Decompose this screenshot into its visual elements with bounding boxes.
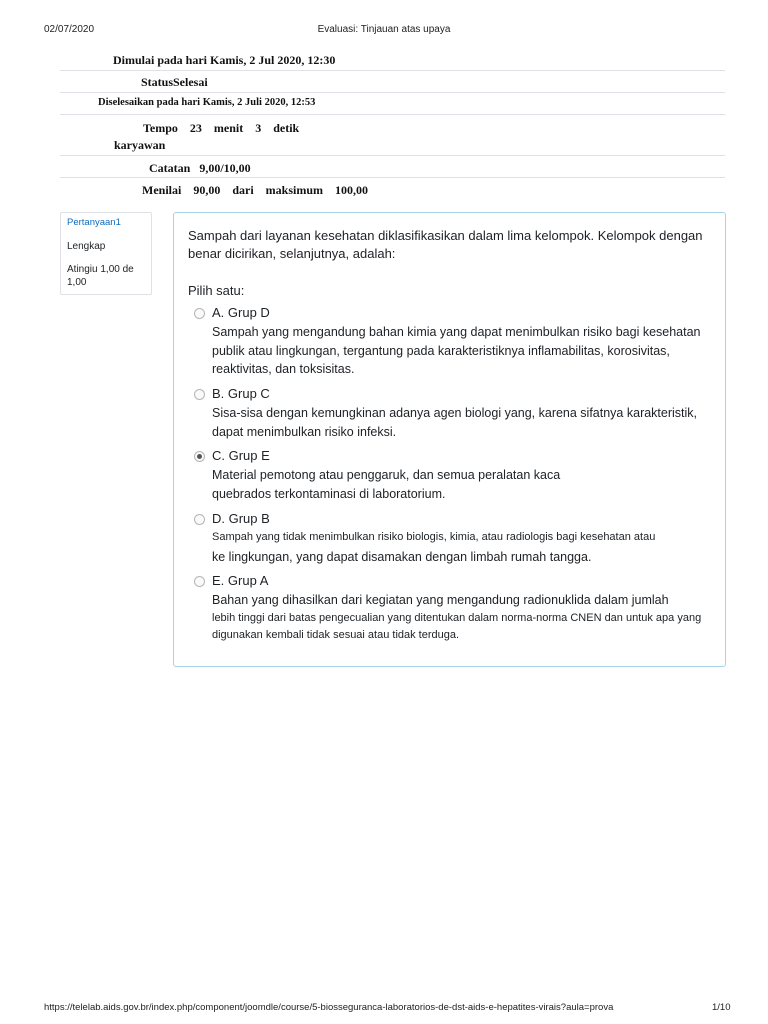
answer-prompt: Pilih satu: <box>188 283 245 298</box>
option-b-radio[interactable] <box>194 389 205 400</box>
print-date: 02/07/2020 <box>44 24 95 35</box>
summary-row-status <box>60 71 725 93</box>
option-e-description <box>212 591 717 644</box>
time-taken-text-2: karyawan <box>114 138 166 152</box>
summary-row-completed <box>60 93 725 115</box>
question-number-link[interactable]: Pertanyaan1 <box>67 217 121 228</box>
grade-text: Menilai 90,00 dari maksimum 100,00 <box>142 183 369 197</box>
option-b-label: B. Grup C <box>212 386 270 401</box>
summary-row-marks <box>60 156 725 178</box>
question-text: Sampah dari layanan kesehatan diklasifikasikan dalam lima kelompok. Kelompok dengan benar dicirikan, selanjutnya, adalah: <box>188 228 703 261</box>
option-d-radio[interactable] <box>194 514 205 525</box>
summary-row-time-taken <box>60 115 725 156</box>
option-d-label: D. Grup B <box>212 511 270 526</box>
question-info-box <box>60 212 152 295</box>
summary-row-started <box>60 49 725 71</box>
question-state: Lengkap <box>67 241 106 252</box>
option-c-radio-selected[interactable] <box>194 451 205 462</box>
option-e-radio[interactable] <box>194 576 205 587</box>
option-d-description <box>212 529 717 567</box>
question-grade: Atingiu 1,00 de 1,00 <box>67 264 134 288</box>
option-b-description: Sisa-sisa dengan kemungkinan adanya agen biologi yang, karena sifatnya karakteristik, dapat menimbulkan risiko infeksi. <box>212 406 698 439</box>
option-a-radio[interactable] <box>194 308 205 319</box>
status-text: StatusSelesai <box>141 75 208 89</box>
attempt-summary-table <box>60 49 725 200</box>
summary-row-grade <box>60 178 725 200</box>
option-a-label: A. Grup D <box>212 305 270 320</box>
option-d-description-main: ke lingkungan, yang dapat disamakan dengan limbah rumah tangga. <box>212 550 592 564</box>
option-e-description-main: Bahan yang dihasilkan dari kegiatan yang mengandung radionuklida dalam jumlah <box>212 593 669 607</box>
marks-text: Catatan 9,00/10,00 <box>149 161 251 175</box>
completed-text: Diselesaikan pada hari Kamis, 2 Juli 2020, 12:53 <box>98 97 316 108</box>
print-page-number: 1/10 <box>712 1002 731 1013</box>
option-a-description: Sampah yang mengandung bahan kimia yang dapat menimbulkan risiko bagi kesehatan publik atau lingkungan, tergantung pada karakteristiknya inflamabilitas, korosivitas, reaktivitas, dan toksisitas. <box>212 325 701 376</box>
option-d-description-small: Sampah yang tidak menimbulkan risiko biologis, kimia, atau radiologis bagi kesehatan atau <box>212 531 656 543</box>
option-c-label: C. Grup E <box>212 448 270 463</box>
option-e-description-small: lebih tinggi dari batas pengecualian yang ditentukan dalam norma-norma CNEN dan untuk apa yang digunakan kembali tidak sesuai atau tidak terduga. <box>212 611 702 641</box>
started-text: Dimulai pada hari Kamis, 2 Jul 2020, 12:30 <box>113 53 336 67</box>
print-page-title: Evaluasi: Tinjauan atas upaya <box>317 24 451 35</box>
option-e-label: E. Grup A <box>212 573 269 588</box>
time-taken-text: Tempo 23 menit 3 detik <box>143 121 300 135</box>
print-url: https://telelab.aids.gov.br/index.php/component/joomdle/course/5-biosseguranca-laboratorios-de-dst-aids-e-hepatites-virais?aula=prova <box>44 1002 614 1013</box>
question-content-box <box>173 212 726 667</box>
option-c-description: Material pemotong atau penggaruk, dan semua peralatan kaca quebrados terkontaminasi di laboratorium. <box>212 468 561 501</box>
